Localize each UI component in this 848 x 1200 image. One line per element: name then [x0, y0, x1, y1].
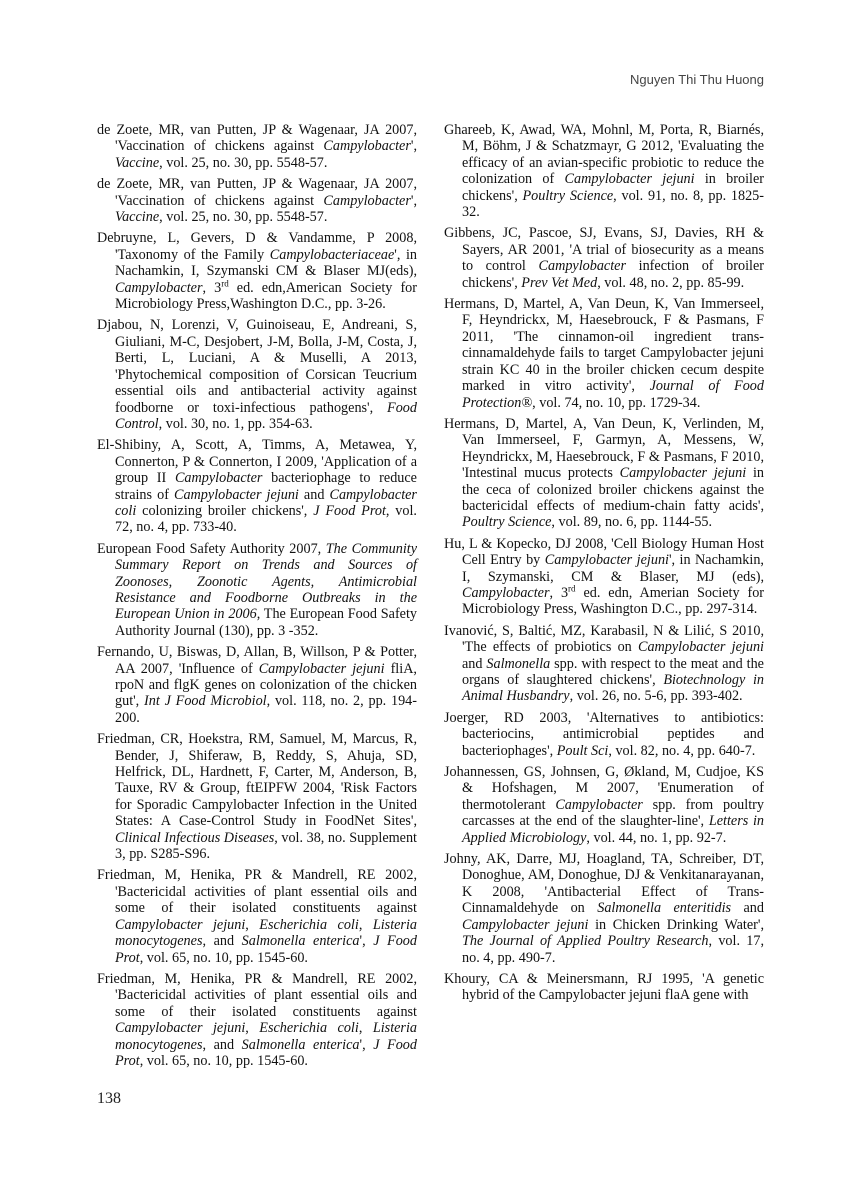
reference-text: El-Shibiny, A, Scott, A, Timms, A, Metawea, Y, Connerton, P & Connerton, I 2009, 'Application of a group II — [97, 437, 417, 487]
reference-text: , vol. 89, no. 6, pp. 1144-55. — [551, 514, 713, 531]
reference-text: ', in Nachamkin, I, Szymanski, CM & Blaser, MJ (eds), — [462, 552, 764, 585]
reference-text: Campylobacter jejuni — [115, 1020, 246, 1037]
reference-text: Campylobacter coli — [115, 486, 417, 519]
reference-text: , and — [202, 1036, 242, 1053]
reference-text: Campylobacter — [323, 192, 411, 209]
reference-text: , vol. 82, no. 4, pp. 640-7. — [608, 742, 756, 759]
reference-text: J Food Prot — [115, 933, 417, 966]
reference-text: , vol. 65, no. 10, pp. 1545-60. — [139, 1052, 308, 1069]
reference-text: , and — [202, 933, 242, 950]
reference-text: rd — [568, 583, 576, 594]
reference-text: , 3 — [202, 279, 222, 296]
reference-entry — [97, 971, 417, 1069]
reference-text: Campylobacter jejuni — [544, 552, 669, 569]
reference-text: , — [358, 916, 373, 933]
reference-text: spp. from poultry carcasses at the end of the slaughter-line', — [462, 796, 764, 830]
reference-entry — [97, 437, 417, 535]
reference-text: Campylobacter — [555, 796, 643, 813]
reference-entry — [444, 536, 764, 618]
reference-text: , vol. 38, no. Supplement 3, pp. S285-S96. — [115, 829, 417, 863]
reference-text: Khoury, CA & Meinersmann, RJ 1995, 'A genetic hybrid of the Campylobacter jejuni flaA gene with — [444, 970, 764, 1004]
reference-text: Campylobacter — [115, 279, 203, 296]
reference-text: , vol. 65, no. 10, pp. 1545-60. — [139, 949, 308, 966]
reference-entry — [97, 867, 417, 965]
reference-text: Hermans, D, Martel, A, Van Deun, K, Van Immerseel, F, Heyndrickx, M, Haesebrouck, F & Pasmans, F 2011, 'The cinnamon-oil ingredient trans-cinnamaldehyde fails to target Campylobacter jejuni strain KC 40 in the broiler chicken cecum despite marked in vitro activity', — [444, 296, 764, 395]
reference-text: , vol. 44, no. 1, pp. 92-7. — [586, 829, 727, 846]
reference-text: Campylobacter jejuni — [619, 465, 747, 482]
reference-entry — [444, 122, 764, 220]
reference-text: Campylobacter — [538, 258, 626, 275]
reference-column-right — [444, 122, 764, 1009]
reference-text: J Food Prot — [115, 1036, 417, 1069]
reference-text: Ghareeb, K, Awad, WA, Mohnl, M, Porta, R, Biarnés, M, Böhm, J & Schatzmayr, G 2012, 'Evaluating the efficacy of an avian-specific probiotic to reduce the colonization of — [444, 122, 764, 188]
reference-entry — [444, 851, 764, 966]
reference-text: , vol. 25, no. 30, pp. 5548-57. — [159, 154, 328, 171]
reference-text: Gibbens, JC, Pascoe, SJ, Evans, SJ, Davies, RH & Sayers, AR 2001, 'A trial of biosecurity as a means to control — [444, 225, 764, 275]
reference-text: Salmonella — [486, 655, 551, 672]
page-number: 138 — [97, 1090, 121, 1107]
reference-text: and — [462, 655, 487, 672]
reference-text: Escherichia coli — [259, 1020, 359, 1037]
reference-text: in broiler chickens', — [462, 171, 764, 204]
reference-text: Friedman, M, Henika, PR & Mandrell, RE 2002, 'Bactericidal activities of plant essential oils and some of their isolated constituents against — [97, 970, 417, 1020]
reference-text: ', in Nachamkin, I, Szymanski CM & Blaser MJ(eds), — [115, 246, 417, 280]
reference-text: J Food Prot — [313, 502, 386, 519]
reference-text: bacteriophage to reduce strains of — [115, 470, 417, 503]
reference-entry — [97, 317, 417, 432]
reference-text: Hermans, D, Martel, A, Van Deun, K, Verlinden, M, Van Immerseel, F, Garmyn, A, Messens, W, Heyndrickx, M, Haesebrouck, F & Pasmans, F 2010, 'Intestinal mucus protects — [444, 415, 764, 482]
reference-text: Salmonella enteritidis — [597, 900, 732, 917]
reference-entry — [97, 541, 417, 639]
reference-text: Debruyne, L, Gevers, D & Vandamme, P 2008, 'Taxonomy of the Family — [97, 230, 417, 263]
reference-text: , vol. 30, no. 1, pp. 354-63. — [158, 415, 313, 432]
reference-entry — [444, 296, 764, 411]
reference-text: infection of broiler chickens', — [462, 258, 764, 291]
reference-text: Prev Vet Med — [521, 274, 598, 291]
reference-text: Campylobacteriaceae — [269, 246, 395, 263]
reference-text: , vol. 91, no. 8, pp. 1825-32. — [462, 187, 764, 221]
reference-text: Johannessen, GS, Johnsen, G, Økland, M, Cudjoe, KS & Hofshagen, M 2007, 'Enumeration of thermotolerant — [444, 764, 764, 813]
reference-text: , vol. 74, no. 10, pp. 1729-34. — [532, 394, 701, 411]
reference-text: de Zoete, MR, van Putten, JP & Wagenaar, JA 2007, 'Vaccination of chickens against — [97, 176, 417, 209]
reference-entry — [444, 416, 764, 531]
reference-text: ', — [410, 192, 417, 209]
reference-text: Vaccine — [115, 154, 160, 171]
reference-text: , vol. 25, no. 30, pp. 5548-57. — [159, 209, 328, 226]
reference-text: Fernando, U, Biswas, D, Allan, B, Willson, P & Potter, AA 2007, 'Influence of — [97, 644, 417, 677]
reference-text: Poultry Science — [462, 514, 552, 531]
reference-text: Friedman, CR, Hoekstra, RM, Samuel, M, Marcus, R, Bender, J, Shiferaw, B, Reddy, S, Ahuja, SD, Helfrick, DL, Hardnett, F, Carter, M, Anderson, B, Tauxe, RV & Group, ftEIPFW 2004, 'Risk Factors for Sporadic Campylobacter Infection in the United States: A Case-Control Study in FoodNet Sites', — [97, 731, 417, 830]
reference-text: Campylobacter jejuni — [462, 916, 589, 933]
reference-text: , — [245, 916, 260, 933]
reference-text: Biotechnology in Animal Husbandry — [462, 672, 764, 705]
reference-text: de Zoete, MR, van Putten, JP & Wagenaar, JA 2007, 'Vaccination of chickens against — [97, 122, 417, 155]
reference-text: Djabou, N, Lorenzi, V, Guinoiseau, E, Andreani, S, Giuliani, M-C, Desjobert, J-M, Bolla, J-M, Costa, J, Berti, L, Luciani, A & Muselli, A 2013, 'Phytochemical composition of Corsican Teucrium essential oils and antibacterial activity against foodborne or toxi-infectious pathogens', — [97, 317, 417, 416]
reference-text: Hu, L & Kopecko, DJ 2008, 'Cell Biology Human Host Cell Entry by — [444, 535, 764, 569]
reference-text: Listeria monocytogenes — [115, 1020, 417, 1053]
reference-entry — [97, 731, 417, 862]
reference-text: colonizing broiler chickens', — [136, 502, 314, 519]
reference-text: Vaccine — [115, 209, 160, 226]
reference-text: rd — [221, 277, 229, 288]
reference-text: Campylobacter — [323, 138, 411, 155]
reference-text: Campylobacter jejuni — [115, 916, 246, 933]
reference-text: Salmonella enterica — [241, 1036, 360, 1053]
reference-text: ', — [410, 138, 417, 155]
reference-text: Campylobacter jejuni — [637, 639, 764, 656]
reference-text: Ivanović, S, Baltić, MZ, Karabasil, N & Lilić, S 2010, 'The effects of probiotics on — [444, 622, 764, 656]
reference-entry — [97, 122, 417, 171]
reference-text: ed. edn, Amerian Society for Microbiology Press, Washington D.C., pp. 297-314. — [462, 584, 765, 618]
reference-text: Letters in Applied Microbiology — [462, 813, 764, 846]
reference-text: Escherichia coli — [259, 916, 359, 933]
reference-text: , vol. 118, no. 2, pp. 194-200. — [115, 693, 417, 726]
reference-entry — [444, 764, 764, 846]
reference-text: Int J Food Microbiol — [144, 693, 267, 710]
reference-text: Poult Sci — [556, 742, 609, 759]
reference-text: Salmonella enterica — [241, 933, 360, 950]
reference-entry — [444, 623, 764, 705]
reference-text: , vol. 72, no. 4, pp. 733-40. — [115, 502, 417, 536]
reference-text: Campylobacter jejuni — [174, 486, 299, 503]
reference-text: Johny, AK, Darre, MJ, Hoagland, TA, Schreiber, DT, Donoghue, AM, Donoghue, DJ & Venkitanarayanan, K 2008, 'Antibacterial Effect of Trans-Cinnamaldehyde on — [444, 851, 764, 917]
reference-text: and — [731, 900, 764, 917]
running-header-author: Nguyen Thi Thu Huong — [630, 72, 764, 87]
reference-text: Poultry Science — [522, 187, 614, 204]
reference-text: ', — [359, 1036, 374, 1053]
reference-entry — [97, 644, 417, 726]
reference-text: , The European Food Safety Authority Journal (130), pp. 3 -352. — [115, 606, 418, 639]
reference-text: The Community Summary Report on Trends and Sources of Zoonoses, Zoonotic Agents, Antimicrobial Resistance and Foodborne Outbreaks in the European Union in 2006 — [115, 540, 417, 623]
reference-text: ed. edn,American Society for Microbiology Press,Washington D.C., pp. 3-26. — [115, 279, 417, 313]
reference-text: spp. with respect to the meat and the organs of slaughtered chickens', — [462, 655, 764, 688]
reference-text: , vol. 26, no. 5-6, pp. 393-402. — [569, 688, 743, 705]
reference-text: Food Control — [115, 399, 417, 432]
reference-entry — [444, 225, 764, 291]
reference-text: , — [245, 1020, 260, 1037]
reference-text: The Journal of Applied Poultry Research — [462, 933, 709, 950]
reference-entry — [444, 710, 764, 759]
reference-entry — [97, 176, 417, 225]
reference-text: Journal of Food Protection® — [462, 378, 764, 411]
reference-text: , vol. 17, no. 4, pp. 490-7. — [462, 933, 764, 966]
reference-text: , 3 — [549, 584, 569, 601]
reference-text: and — [298, 486, 330, 503]
reference-text: Campylobacter — [174, 470, 263, 487]
reference-text: , vol. 48, no. 2, pp. 85-99. — [597, 274, 745, 291]
reference-text: Joerger, RD 2003, 'Alternatives to antibiotics: bacteriocins, antimicrobial peptides and bacteriophages', — [444, 709, 764, 759]
reference-text: in Chicken Drinking Water', — [588, 916, 764, 933]
reference-text: Campylobacter jejuni — [564, 171, 695, 188]
reference-text: Friedman, M, Henika, PR & Mandrell, RE 2002, 'Bactericidal activities of plant essential oils and some of their isolated constituents against — [97, 867, 417, 917]
reference-text: ', — [359, 933, 374, 950]
reference-text: Clinical Infectious Diseases — [115, 829, 275, 846]
reference-entry — [444, 971, 764, 1004]
reference-entry — [97, 230, 417, 312]
reference-text: , — [358, 1020, 373, 1037]
reference-text: Campylobacter — [462, 584, 550, 601]
reference-text: Campylobacter jejuni — [258, 660, 385, 677]
reference-text: European Food Safety Authority 2007, — [97, 540, 326, 557]
reference-text: in the ceca of colonized broiler chickens against the bactericidal effects of medium-chain fatty acids', — [462, 465, 764, 514]
reference-text: Listeria monocytogenes — [115, 916, 417, 950]
reference-column-left — [97, 122, 417, 1074]
reference-text: fliA, rpoN and flgK genes on colonization of the chicken gut', — [115, 660, 417, 710]
